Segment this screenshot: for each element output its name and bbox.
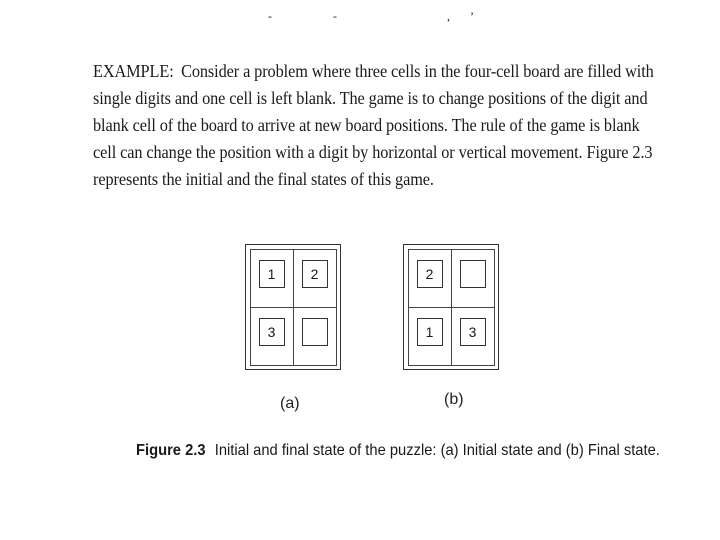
blank-tile xyxy=(302,318,328,346)
top-mark: ’ xyxy=(470,9,474,23)
paragraph-line: blank cell of the board to arrive at new board positions. The rule of the game is blank xyxy=(93,115,640,135)
board-cell xyxy=(293,249,337,308)
top-mark: , xyxy=(447,9,450,23)
digit-tile: 2 xyxy=(302,260,328,288)
subfigure-label-a: (a) xyxy=(280,395,300,412)
example-paragraph xyxy=(93,58,654,193)
digit-tile: 3 xyxy=(460,318,486,346)
subfigure-label-b: (b) xyxy=(444,391,464,408)
figure-caption-text: Initial and final state of the puzzle: (a) Initial state and (b) Final state. xyxy=(214,442,660,459)
digit-tile: 2 xyxy=(417,260,443,288)
blank-tile xyxy=(460,260,486,288)
paragraph-line: cell can change the position with a digit by horizontal or vertical movement. Figure 2.3 xyxy=(93,142,653,162)
top-marks xyxy=(0,10,720,24)
board-cell xyxy=(250,307,294,366)
paragraph-line: represents the initial and the final states of this game. xyxy=(93,169,434,189)
board-cell xyxy=(408,307,452,366)
top-mark: - xyxy=(333,9,337,23)
paragraph-line xyxy=(93,58,654,85)
example-label: EXAMPLE: xyxy=(93,61,174,81)
board-cell xyxy=(408,249,452,308)
paragraph-line: single digits and one cell is left blank. The game is to change positions of the digit and xyxy=(93,88,648,108)
top-mark: - xyxy=(268,9,272,23)
digit-tile: 3 xyxy=(259,318,285,346)
initial-state-board xyxy=(245,244,341,370)
digit-tile: 1 xyxy=(259,260,285,288)
board-cell xyxy=(293,307,337,366)
board-cell xyxy=(451,307,495,366)
figure-caption-label: Figure 2.3 xyxy=(136,442,206,459)
figure-caption xyxy=(136,442,660,460)
paragraph-line-text: Consider a problem where three cells in the four-cell board are filled with xyxy=(181,61,654,81)
board-cell xyxy=(451,249,495,308)
digit-tile: 1 xyxy=(417,318,443,346)
final-state-board xyxy=(403,244,499,370)
board-cell xyxy=(250,249,294,308)
